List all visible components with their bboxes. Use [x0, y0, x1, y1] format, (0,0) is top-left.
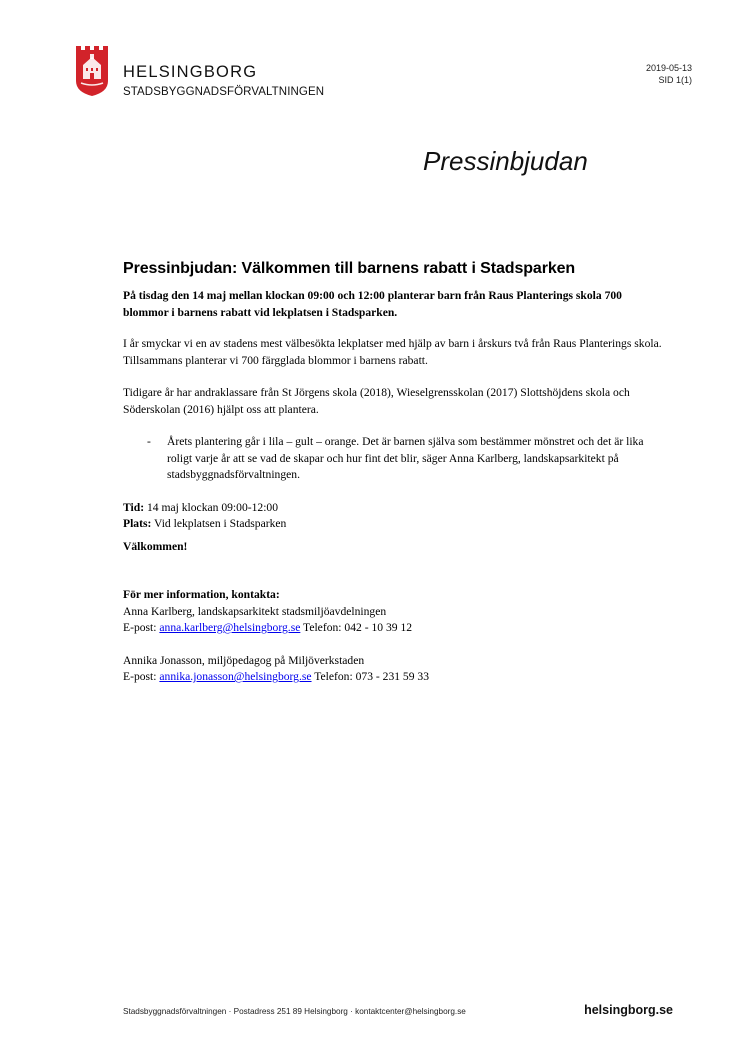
contact-1-email-link[interactable]: anna.karlberg@helsingborg.se	[159, 621, 301, 634]
document-meta	[646, 63, 692, 86]
contact-1-details	[123, 620, 668, 637]
time-value: 14 maj klockan 09:00-12:00	[144, 500, 279, 514]
paragraph-1: I år smyckar vi en av stadens mest välbesökta lekplatser med hjälp av barn i årskurs två från Raus Planterings skola. Tillsammans planterar vi 700 färgglada blommor i barnens rabatt.	[123, 337, 662, 367]
contact-heading: För mer information, kontakta:	[123, 588, 280, 601]
contact-1-phone: Telefon: 042 - 10 39 12	[300, 621, 413, 634]
headline: Pressinbjudan: Välkommen till barnens rabatt i Stadsparken	[123, 260, 576, 277]
org-name: HELSINGBORG	[123, 63, 258, 81]
footer-address: Stadsbyggnadsförvaltningen · Postadress 251 89 Helsingborg · kontaktcenter@helsingborg.se	[123, 1007, 466, 1016]
place-label: Plats:	[123, 517, 152, 530]
document-date: 2019-05-13	[645, 63, 692, 73]
contact-1-name: Anna Karlberg, landskapsarkitekt stadsmiljöavdelningen	[123, 604, 387, 618]
quote-text: Årets plantering går i lila – gult – orange. Det är barnen själva som bestämmer mönstret och det är lika roligt varje år att se vad de skapar och hur fint det blir, säger Anna Karlberg, landskapsarkitekt på stadsbyggnadsförvaltningen.	[167, 435, 644, 481]
contact-1-email-label: E-post:	[123, 621, 160, 634]
contact-2-email-label: E-post:	[123, 670, 160, 683]
time-label: Tid:	[123, 500, 145, 514]
footer-website: helsingborg.se	[584, 1003, 673, 1017]
org-department: STADSBYGGNADSFÖRVALTNINGEN	[123, 86, 325, 98]
contact-2-name: Annika Jonasson, miljöpedagog på Miljöverkstaden	[123, 653, 365, 667]
contact-2-phone: Telefon: 073 - 231 59 33	[311, 670, 430, 683]
helsingborg-crest-icon	[75, 45, 109, 97]
contact-2-email-link[interactable]: annika.jonasson@helsingborg.se	[159, 670, 312, 683]
place-value: Vid lekplatsen i Stadsparken	[151, 517, 287, 530]
lead-paragraph: På tisdag den 14 maj mellan klockan 09:00 och 12:00 planterar barn från Raus Planterings skola 700 blommor i barnens rabatt vid lekplatsen i Stadsparken.	[123, 289, 622, 319]
page-number: SID 1(1)	[658, 74, 692, 85]
contact-2-details	[123, 669, 668, 686]
quote-dash: -	[147, 435, 151, 448]
document-type: Pressinbjudan	[423, 146, 588, 176]
event-time	[123, 500, 668, 517]
welcome-text: Välkommen!	[123, 539, 188, 553]
quote-item	[123, 434, 668, 484]
event-place	[123, 516, 668, 533]
document-body	[123, 260, 668, 686]
paragraph-2: Tidigare år har andraklassare från St Jörgens skola (2018), Wieselgrensskolan (2017) Slottshöjdens skola och Söderskolan (2016) hjälpt oss att plantera.	[123, 386, 630, 416]
